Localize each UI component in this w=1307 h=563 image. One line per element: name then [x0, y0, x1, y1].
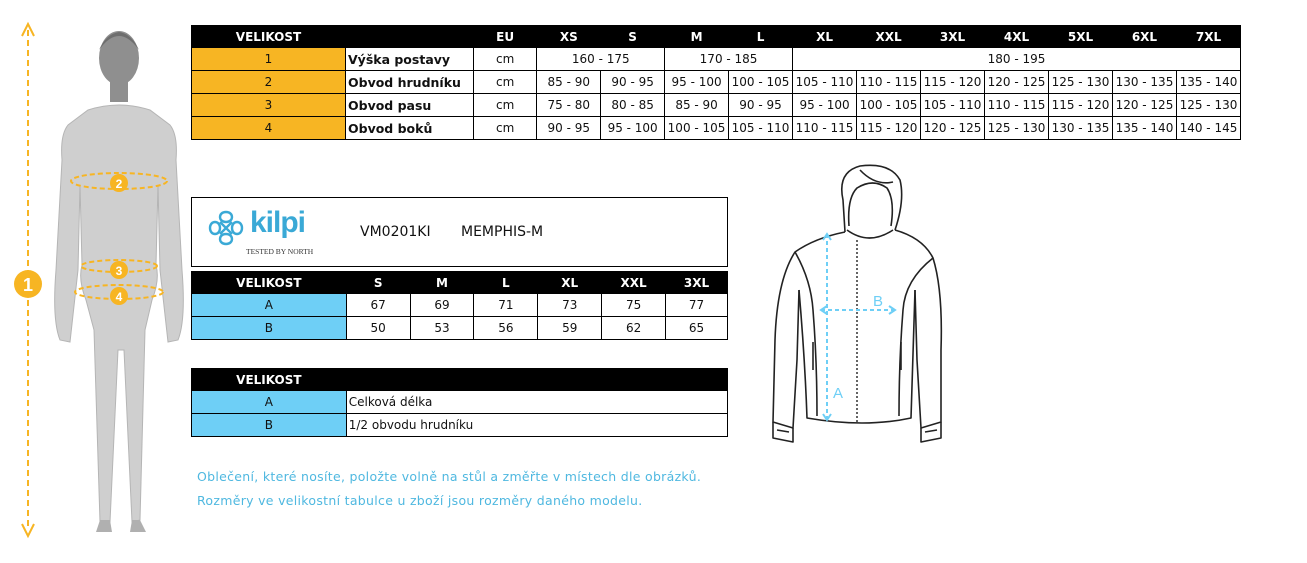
- value-cell: 125 - 130: [985, 117, 1049, 140]
- value-cell: 120 - 125: [921, 117, 985, 140]
- row-label: Obvod pasu: [346, 94, 474, 117]
- legend-table-header: [192, 369, 728, 391]
- row-label: A: [192, 294, 347, 317]
- value-cell: 170 - 185: [665, 48, 793, 71]
- table-row: [192, 391, 728, 414]
- value-cell: 135 - 140: [1176, 71, 1240, 94]
- header-cell: 6XL: [1112, 26, 1176, 48]
- value-cell: 125 - 130: [1048, 71, 1112, 94]
- table-row: [192, 414, 728, 437]
- svg-text:4: 4: [115, 290, 123, 304]
- value-cell: 110 - 115: [793, 117, 857, 140]
- unit-cell: cm: [473, 94, 537, 117]
- row-number: 4: [192, 117, 346, 140]
- jacket-label-a: A: [833, 385, 844, 402]
- svg-text:3: 3: [115, 264, 123, 278]
- value-cell: 120 - 125: [1112, 94, 1176, 117]
- body-figure: [0, 20, 190, 550]
- header-cell: 7XL: [1176, 26, 1240, 48]
- table-row: [192, 317, 728, 340]
- marker-3: [110, 261, 128, 279]
- value-cell: 85 - 90: [665, 94, 729, 117]
- row-label: B: [192, 317, 347, 340]
- value-cell: 120 - 125: [985, 71, 1049, 94]
- row-label: Obvod hrudníku: [346, 71, 474, 94]
- table-row: [192, 71, 1241, 94]
- value-cell: 130 - 135: [1048, 117, 1112, 140]
- unit-cell: cm: [473, 71, 537, 94]
- instruction-note: Rozměry ve velikostní tabulce u zboží jsou rozměry daného modelu.: [197, 493, 643, 508]
- header-cell: XL: [793, 26, 857, 48]
- header-cell: M: [410, 272, 474, 294]
- row-number: 1: [192, 48, 346, 71]
- value-cell: 100 - 105: [665, 117, 729, 140]
- product-table-header: [192, 272, 728, 294]
- value-cell: 67: [346, 294, 410, 317]
- row-number: 3: [192, 94, 346, 117]
- header-cell: M: [665, 26, 729, 48]
- row-label: Výška postavy: [346, 48, 474, 71]
- product-code: VM0201KI: [360, 224, 431, 240]
- marker-4: [110, 287, 128, 305]
- value-cell: 77: [666, 294, 728, 317]
- table-row: [192, 94, 1241, 117]
- header-cell: [346, 369, 727, 391]
- jacket-illustration: [765, 160, 950, 455]
- row-label: B: [192, 414, 347, 437]
- value-cell: 100 - 105: [729, 71, 793, 94]
- header-cell: XXL: [602, 272, 666, 294]
- row-label: A: [192, 391, 347, 414]
- brand-logo-text: kilpi: [250, 206, 306, 239]
- value-cell: 110 - 115: [985, 94, 1049, 117]
- legend-description: Celková délka: [346, 391, 727, 414]
- value-cell: 140 - 145: [1176, 117, 1240, 140]
- value-cell: 73: [538, 294, 602, 317]
- header-cell: 3XL: [921, 26, 985, 48]
- value-cell: 125 - 130: [1176, 94, 1240, 117]
- value-cell: 85 - 90: [537, 71, 601, 94]
- value-cell: 75 - 80: [537, 94, 601, 117]
- product-size-table: [191, 271, 728, 340]
- value-cell: 90 - 95: [729, 94, 793, 117]
- header-cell: S: [601, 26, 665, 48]
- value-cell: 56: [474, 317, 538, 340]
- value-cell: 100 - 105: [857, 94, 921, 117]
- product-header: [191, 197, 728, 267]
- header-cell: S: [346, 272, 410, 294]
- value-cell: 105 - 110: [793, 71, 857, 94]
- header-cell: EU: [473, 26, 537, 48]
- table-row: [192, 48, 1241, 71]
- row-label: Obvod boků: [346, 117, 474, 140]
- value-cell: 135 - 140: [1112, 117, 1176, 140]
- value-cell: 110 - 115: [857, 71, 921, 94]
- instruction-note: Oblečení, které nosíte, položte volně na stůl a změřte v místech dle obrázků.: [197, 469, 702, 484]
- value-cell: 160 - 175: [537, 48, 665, 71]
- header-cell: XL: [538, 272, 602, 294]
- kilpi-logo-icon: [204, 206, 248, 250]
- value-cell: 95 - 100: [665, 71, 729, 94]
- value-cell: 130 - 135: [1112, 71, 1176, 94]
- product-name: MEMPHIS-M: [461, 224, 544, 240]
- value-cell: 69: [410, 294, 474, 317]
- brand-tagline: TESTED BY NORTH: [246, 247, 314, 256]
- header-cell: 3XL: [666, 272, 728, 294]
- value-cell: 95 - 100: [601, 117, 665, 140]
- header-cell: VELIKOST: [192, 272, 347, 294]
- value-cell: 65: [666, 317, 728, 340]
- value-cell: 115 - 120: [921, 71, 985, 94]
- unit-cell: cm: [473, 48, 537, 71]
- value-cell: 90 - 95: [601, 71, 665, 94]
- svg-text:2: 2: [115, 177, 123, 191]
- header-cell: L: [729, 26, 793, 48]
- svg-text:1: 1: [22, 275, 34, 295]
- header-cell: VELIKOST: [192, 26, 346, 48]
- table-row: [192, 117, 1241, 140]
- value-cell: 59: [538, 317, 602, 340]
- value-cell: 95 - 100: [793, 94, 857, 117]
- table-row: [192, 294, 728, 317]
- marker-2: [110, 174, 128, 192]
- unit-cell: cm: [473, 117, 537, 140]
- value-cell: 71: [474, 294, 538, 317]
- legend-table: [191, 368, 728, 437]
- value-cell: 53: [410, 317, 474, 340]
- marker-1: [14, 270, 42, 298]
- header-cell: L: [474, 272, 538, 294]
- value-cell: 80 - 85: [601, 94, 665, 117]
- value-cell: 62: [602, 317, 666, 340]
- value-cell: 180 - 195: [793, 48, 1241, 71]
- header-cell: 5XL: [1048, 26, 1112, 48]
- header-cell: XS: [537, 26, 601, 48]
- size-table-header: [192, 26, 1241, 48]
- header-cell: XXL: [857, 26, 921, 48]
- jacket-label-b: B: [873, 293, 884, 310]
- value-cell: 115 - 120: [1048, 94, 1112, 117]
- header-cell: 4XL: [985, 26, 1049, 48]
- value-cell: 50: [346, 317, 410, 340]
- header-cell: [346, 26, 474, 48]
- value-cell: 105 - 110: [921, 94, 985, 117]
- value-cell: 90 - 95: [537, 117, 601, 140]
- size-table: [191, 25, 1241, 140]
- value-cell: 75: [602, 294, 666, 317]
- header-cell: VELIKOST: [192, 369, 347, 391]
- value-cell: 115 - 120: [857, 117, 921, 140]
- row-number: 2: [192, 71, 346, 94]
- value-cell: 105 - 110: [729, 117, 793, 140]
- legend-description: 1/2 obvodu hrudníku: [346, 414, 727, 437]
